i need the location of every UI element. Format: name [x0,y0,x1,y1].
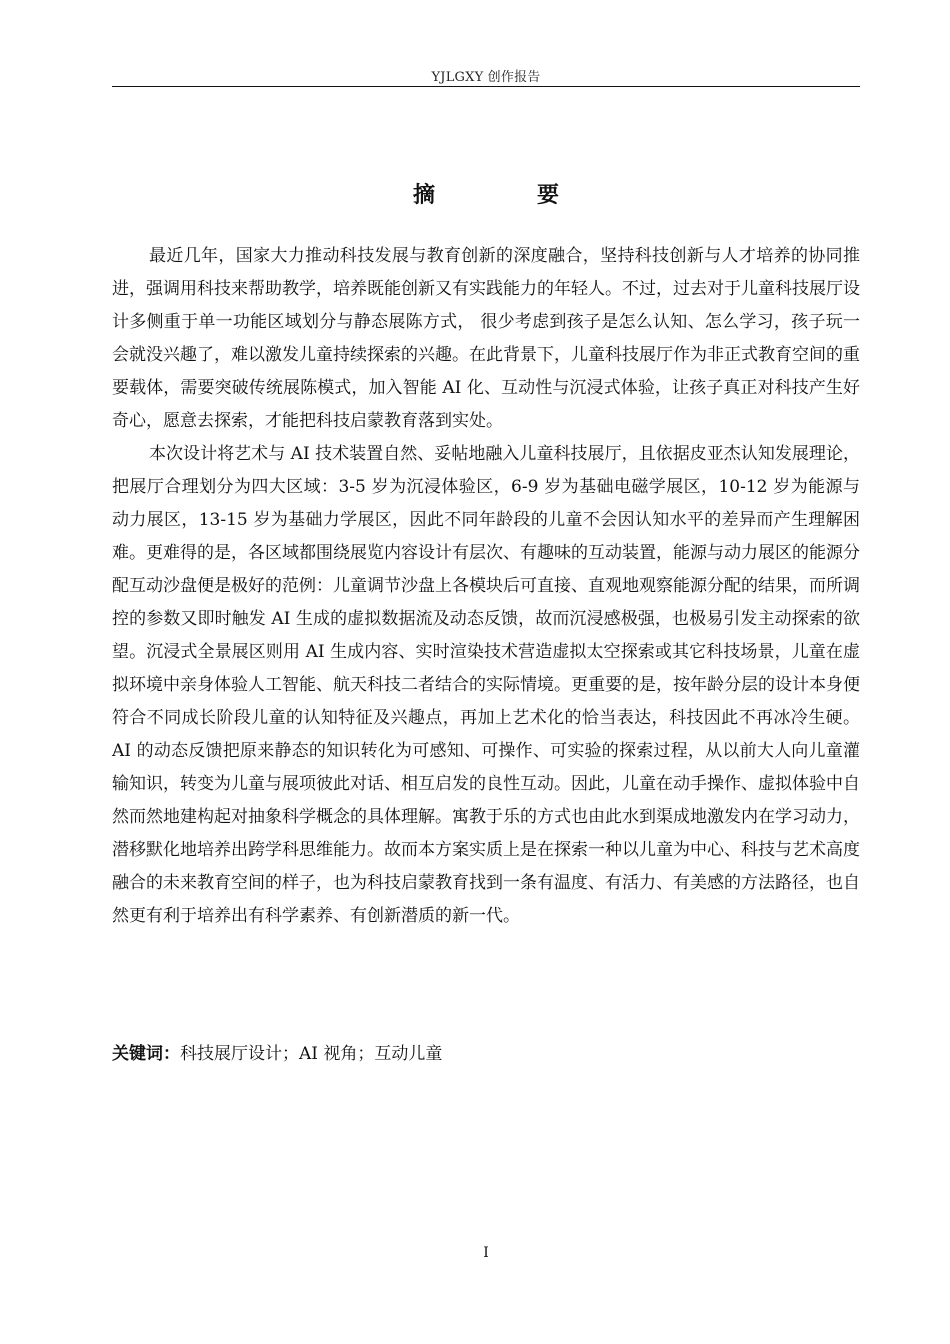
abstract-title: 摘 要 [412,183,599,208]
page-header: YJLGXY 创作报告 [431,70,541,85]
keywords-line [112,1038,860,1071]
abstract-paragraph: 本次设计将艺术与 AI 技术装置自然、妥帖地融入儿童科技展厅，且依据皮亚杰认知发展理论，把展厅合理划分为四大区域：3-5 岁为沉浸体验区，6-9 岁为基础电磁学展区，10-12 岁为能源与动力展区，13-15 岁为基础力学展区，因此不同年龄段的儿童不会因认知水平的差异而产生理解困难。更难得的是，各区域都围绕展览内容设计有层次、有趣味的互动装置，能源与动力展区的能源分配互动沙盘便是极好的范例：儿童调节沙盘上各模块后可直接、直观地观察能源分配的结果，而所调控的参数又即时触发 AI 生成的虚拟数据流及动态反馈，故而沉浸感极强，也极易引发主动探索的欲望。沉浸式全景展区则用 AI 生成内容、实时渲染技术营造虚拟太空探索或其它科技场景，儿童在虚拟环境中亲身体验人工智能、航天科技二者结合的实际情境。更重要的是，按年龄分层的设计本身便符合不同成长阶段儿童的认知特征及兴趣点，再加上艺术化的恰当表达，科技因此不再冰冷生硬。AI 的动态反馈把原来静态的知识转化为可感知、可操作、可实验的探索过程，从以前大人向儿童灌输知识，转变为儿童与展项彼此对话、相互启发的良性互动。因此，儿童在动手操作、虚拟体验中自然而然地建构起对抽象科学概念的具体理解。寓教于乐的方式也由此水到渠成地激发内在学习动力，潜移默化地培养出跨学科思维能力。故而本方案实质上是在探索一种以儿童为中心、科技与艺术高度融合的未来教育空间的样子，也为科技启蒙教育找到一条有温度、有活力、有美感的方法路径，也自然更有利于培养出有科学素养、有创新潜质的新一代。 [112,444,860,926]
abstract-body [112,240,860,933]
header-divider [112,86,860,87]
keywords-text: 科技展厅设计；AI 视角；互动儿童 [180,1044,443,1064]
keywords-label: 关键词： [112,1044,180,1064]
page-number: I [483,1245,489,1261]
abstract-paragraph: 最近几年，国家大力推动科技发展与教育创新的深度融合，坚持科技创新与人才培养的协同推进，强调用科技来帮助教学，培养既能创新又有实践能力的年轻人。不过，过去对于儿童科技展厅设计多侧重于单一功能区域划分与静态展陈方式， 很少考虑到孩子是怎么认知、怎么学习，孩子玩一会就没兴趣了，难以激发儿童持续探索的兴趣。在此背景下，儿童科技展厅作为非正式教育空间的重要载体，需要突破传统展陈模式，加入智能 AI 化、互动性与沉浸式体验，让孩子真正对科技产生好奇心，愿意去探索，才能把科技启蒙教育落到实处。 [112,246,860,431]
